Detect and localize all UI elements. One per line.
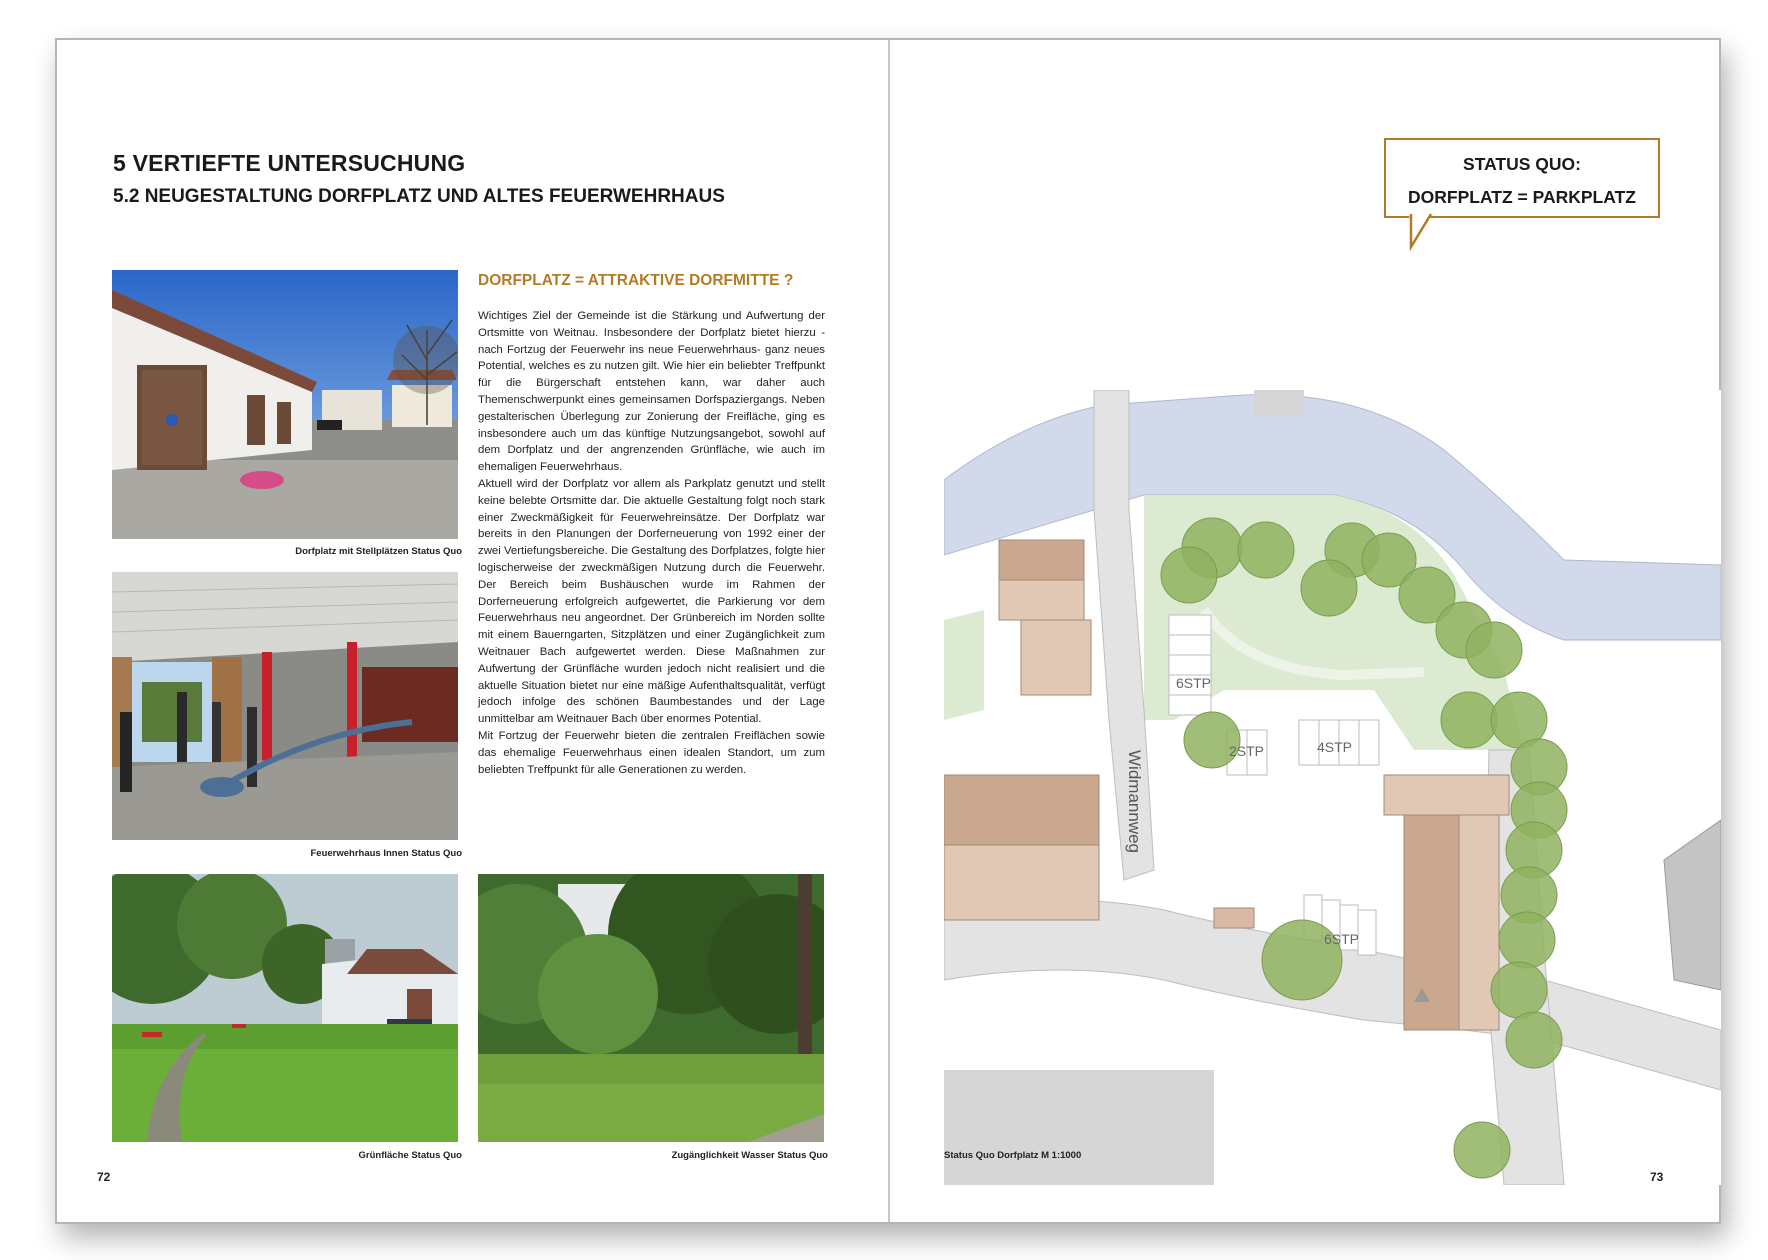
- callout-tail: [1407, 213, 1441, 251]
- paragraph: Wichtiges Ziel der Gemeinde ist die Stärkung und Aufwertung der Ortsmitte von Weitnau. Insbesondere der Dorfplatz bietet hierzu - nach Fortzug der Feuerwehr ins neue Feuerwehrhaus- ganz neues Potential, welches es zu nutzen gilt. Wie hier ein beliebter Treffpunkt für die Bürgerschaft entstehen kann, war daher auch Themenschwerpunkt eines gemeinsamen Dorfspaziergangs. Neben gestalterischen Überlegung zur Zonierung der Freifläche, ging es insbesondere auch um das künftige Nutzungsangebot, sowohl auf dem Dorfplatz und der angrenzenden Grünfläche, wie auch im ehemaligen Feuerwehrhaus.: [478, 310, 825, 474]
- photo-feuerwehrhaus-innen: [112, 572, 458, 840]
- photo-gruenflaeche: [112, 874, 458, 1142]
- page-number-right: 73: [1650, 1170, 1664, 1184]
- map-label-parking-b: 2STP: [1229, 743, 1265, 759]
- section-title: 5.2 NEUGESTALTUNG DORFPLATZ UND ALTES FEUERWEHRHAUS: [113, 186, 725, 207]
- paragraph: Aktuell wird der Dorfplatz vor allem als Parkplatz genutzt und stellt keine belebte Ortsmitte dar. Die aktuelle Gestaltung folgt noch stark einer Zweckmäßigkeit für Feuerwehreinsätze. Der Dorfplatz war bereits in den Planungen der Dorferneuerung von 1992 einer der zwei Vertiefungsbereiche. Die Gestaltung des Dorfplatzes, folgte hier logischerweise der zweckmäßigen Nutzung durch die Feuerwehr. Der Bereich beim Bushäuschen wurde im Rahmen der Dorferneuerung erfolgreich aufgewertet, die Parkierung vor dem Feuerwehrhaus neu angeordnet. Der Grünbereich im Norden sollte mit einem Bauerngarten, Sitzplätzen und einer Zugänglichkeit zum Weitnauer Bach aufgewertet werden. Diese Maßnahmen zur Aufwertung der Grünfläche wurden jedoch nicht realisiert und die aktuelle Situation bietet nur eine mäßige Aufenthaltsqualität, verfügt jedoch infolge des schönen Baumbestandes und der Lage unmittelbar am Weitnauer Bach über enormes Potential.: [478, 477, 825, 726]
- document-spread: [55, 38, 1721, 1224]
- caption-photo-3: Grünfläche Status Quo: [358, 1150, 462, 1161]
- status-quo-callout: [1384, 138, 1660, 218]
- map-label-street: Widmannweg: [1125, 750, 1144, 853]
- map-label-parking-c: 4STP: [1317, 739, 1353, 755]
- caption-photo-4: Zugänglichkeit Wasser Status Quo: [671, 1150, 828, 1161]
- callout-line-1: STATUS QUO:: [1463, 154, 1581, 174]
- caption-photo-2: Feuerwehrhaus Innen Status Quo: [310, 848, 462, 859]
- subheading: DORFPLATZ = ATTRAKTIVE DORFMITTE ?: [478, 272, 794, 289]
- photo-dorfplatz: [112, 270, 458, 539]
- caption-photo-1: Dorfplatz mit Stellplätzen Status Quo: [295, 546, 462, 557]
- site-plan-map: [944, 390, 1721, 1185]
- body-text: [478, 308, 825, 778]
- chapter-title: 5 VERTIEFTE UNTERSUCHUNG: [113, 150, 466, 176]
- callout-line-2: DORFPLATZ = PARKPLATZ: [1408, 187, 1636, 207]
- photo-zugaenglichkeit-wasser: [478, 874, 824, 1142]
- map-label-parking-d: 6STP: [1324, 931, 1360, 947]
- page-number-left: 72: [97, 1170, 111, 1184]
- page-gutter: [888, 40, 890, 1222]
- caption-map: Status Quo Dorfplatz M 1:1000: [944, 1150, 1082, 1161]
- map-label-parking-a: 6STP: [1176, 675, 1212, 691]
- paragraph: Mit Fortzug der Feuerwehr bieten die zentralen Freiflächen sowie das ehemalige Feuerwehrhaus einen idealen Standort, um zum beliebten Treffpunkt für alle Generationen zu werden.: [478, 729, 825, 776]
